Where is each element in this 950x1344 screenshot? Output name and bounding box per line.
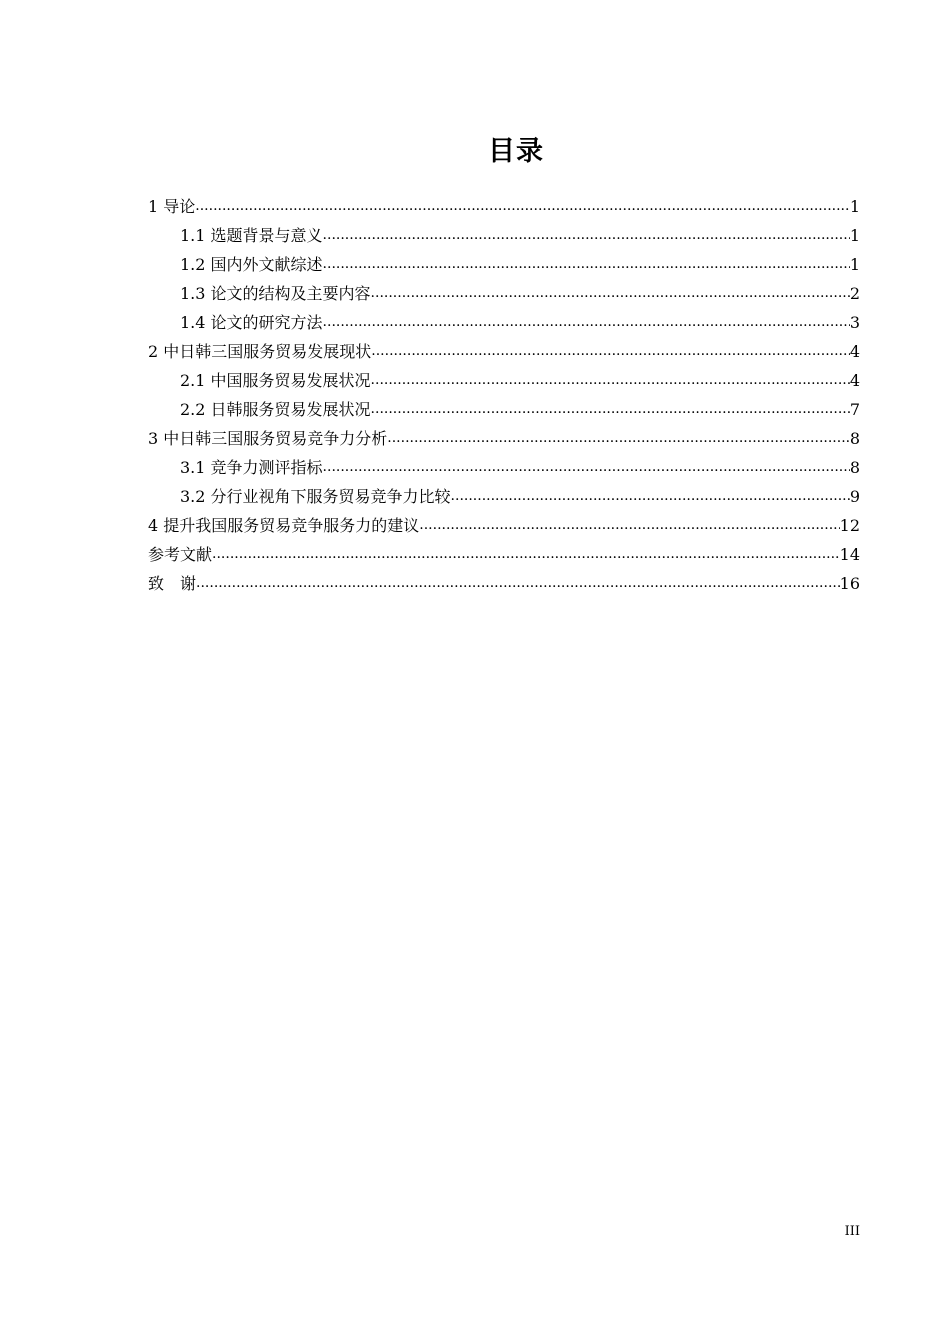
toc-entry-1-4[interactable] (148, 308, 860, 337)
toc-entry-label: 3 中日韩三国服务贸易竞争力分析 (148, 429, 388, 448)
toc-entry-acknowledgements[interactable] (148, 569, 860, 598)
toc-dot-leader (323, 308, 850, 337)
toc-entry-label: 1 导论 (148, 197, 196, 216)
toc-entry-page: 3 (849, 313, 860, 332)
toc-entry-2-2[interactable] (148, 395, 860, 424)
toc-entry-1-2[interactable] (148, 250, 860, 279)
toc-dot-leader (323, 453, 850, 482)
toc-entry-1-1[interactable] (148, 221, 860, 250)
toc-entry-page: 1 (849, 226, 860, 245)
page-number: III (844, 1224, 860, 1239)
toc-entry-label: 1.1 选题背景与意义 (180, 226, 323, 245)
toc-entry-2[interactable] (148, 337, 860, 366)
toc-dot-leader (196, 569, 840, 598)
toc-entry-3-2[interactable] (148, 482, 860, 511)
toc-dot-leader (387, 424, 850, 453)
toc-entry-3[interactable] (148, 424, 860, 453)
toc-dot-leader (451, 482, 850, 511)
toc-entry-page: 4 (849, 342, 860, 361)
toc-entry-page: 12 (839, 516, 860, 535)
toc-entry-label: 1.4 论文的研究方法 (180, 313, 323, 332)
toc-dot-leader (195, 192, 850, 221)
toc-dot-leader (419, 511, 839, 540)
toc-entry-references[interactable] (148, 540, 860, 569)
toc-title: 目录 (488, 136, 544, 167)
toc-entry-page: 14 (839, 545, 860, 564)
toc-entry-introduction[interactable] (148, 192, 860, 221)
toc-entry-label: 1.2 国内外文献综述 (180, 255, 323, 274)
table-of-contents (148, 192, 860, 598)
toc-dot-leader (323, 221, 850, 250)
toc-entry-label: 参考文献 (148, 545, 213, 564)
toc-entry-label: 3.2 分行业视角下服务贸易竞争力比较 (180, 487, 451, 506)
toc-entry-page: 16 (839, 574, 860, 593)
toc-entry-page: 7 (849, 400, 860, 419)
toc-dot-leader (371, 366, 850, 395)
toc-entry-page: 1 (849, 255, 860, 274)
toc-entry-page: 4 (849, 371, 860, 390)
toc-entry-3-1[interactable] (148, 453, 860, 482)
toc-entry-1-3[interactable] (148, 279, 860, 308)
toc-entry-label: 2 中日韩三国服务贸易发展现状 (148, 342, 372, 361)
toc-dot-leader (371, 337, 850, 366)
toc-entry-page: 9 (849, 487, 860, 506)
toc-entry-label: 2.2 日韩服务贸易发展状况 (180, 400, 371, 419)
toc-dot-leader (371, 395, 850, 424)
toc-entry-label: 2.1 中国服务贸易发展状况 (180, 371, 371, 390)
toc-dot-leader (371, 279, 850, 308)
toc-dot-leader (323, 250, 850, 279)
toc-entry-label: 致 谢 (148, 574, 197, 593)
toc-entry-page: 2 (849, 284, 860, 303)
toc-entry-4[interactable] (148, 511, 860, 540)
toc-entry-page: 1 (849, 197, 860, 216)
toc-entry-label: 1.3 论文的结构及主要内容 (180, 284, 371, 303)
toc-entry-2-1[interactable] (148, 366, 860, 395)
toc-entry-page: 8 (849, 458, 860, 477)
toc-entry-label: 3.1 竞争力测评指标 (180, 458, 323, 477)
toc-entry-page: 8 (849, 429, 860, 448)
toc-dot-leader (212, 540, 840, 569)
toc-entry-label: 4 提升我国服务贸易竞争服务力的建议 (148, 516, 420, 535)
